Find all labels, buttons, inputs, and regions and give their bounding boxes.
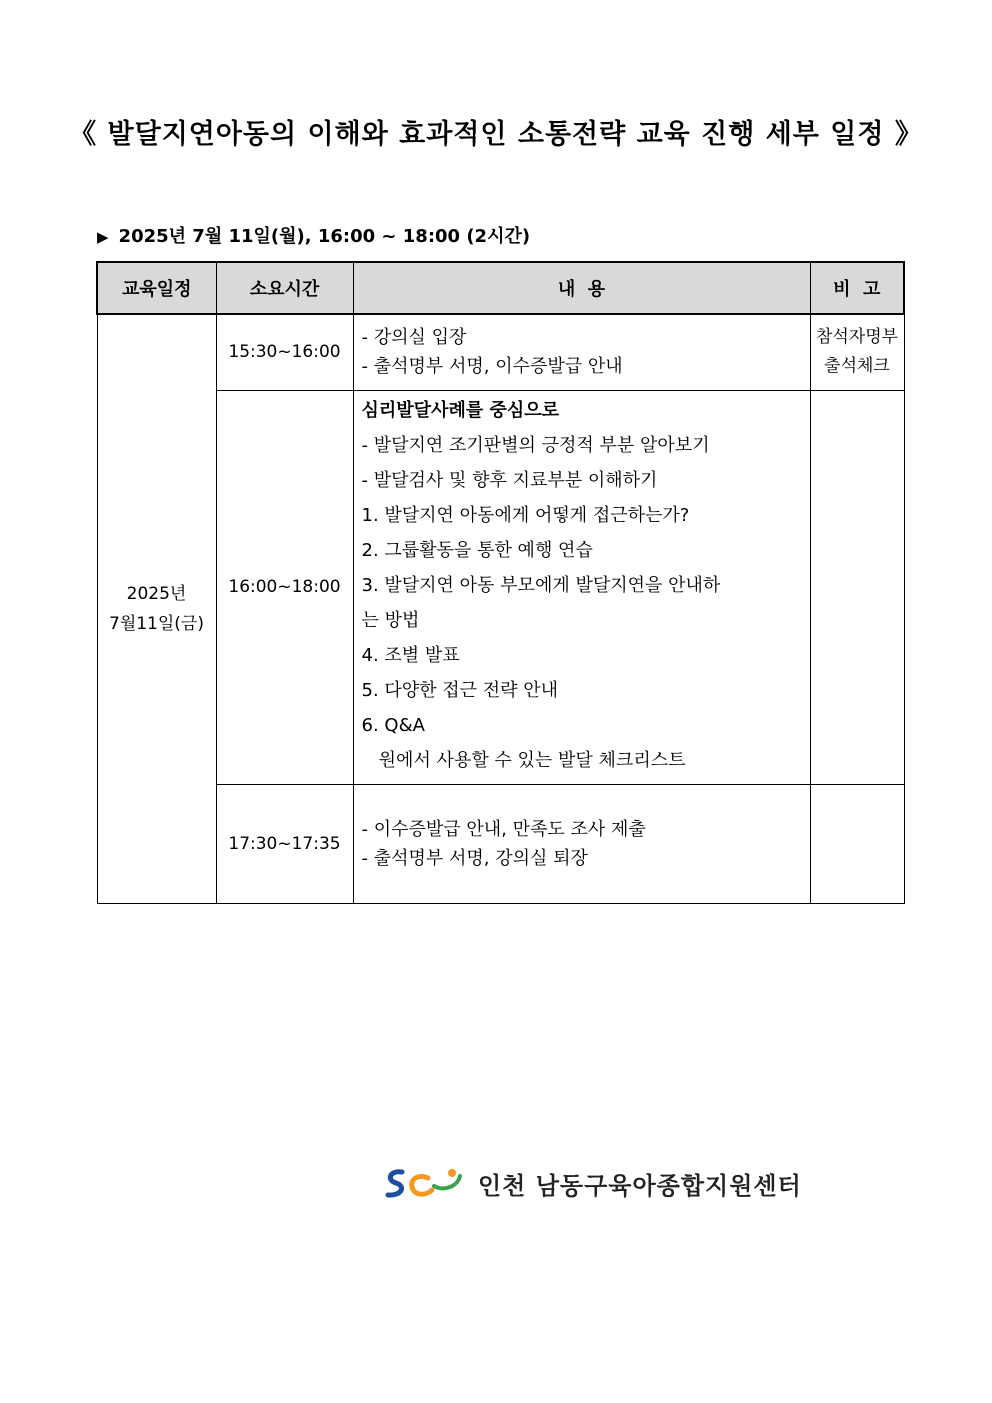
header-note: 비 고 bbox=[810, 262, 904, 314]
content-line: 5. 다양한 접근 전략 안내 bbox=[361, 679, 559, 701]
content-cell bbox=[353, 314, 810, 390]
content-line: 6. Q&A bbox=[361, 714, 425, 736]
schedule-table bbox=[96, 261, 905, 904]
triangle-marker-icon: ▶ bbox=[97, 228, 109, 246]
content-heading: 심리발달사례를 중심으로 bbox=[361, 399, 560, 421]
center-logo bbox=[384, 1166, 802, 1200]
content-line: - 발달검사 및 향후 지료부분 이해하기 bbox=[361, 469, 658, 491]
date-cell bbox=[97, 314, 216, 903]
content-line: - 강의실 입장 bbox=[361, 327, 467, 349]
sci-swirl-logo-icon bbox=[384, 1166, 464, 1200]
content-line: - 출석명부 서명, 강의실 퇴장 bbox=[361, 847, 588, 869]
content-cell bbox=[353, 390, 810, 784]
table-row bbox=[97, 784, 904, 903]
note-cell bbox=[810, 314, 904, 390]
content-line: 1. 발달지연 아동에게 어떻게 접근하는가? bbox=[361, 504, 690, 526]
content-line: - 발달지연 조기판별의 긍정적 부분 알아보기 bbox=[361, 434, 710, 456]
note-line: 참석자명부 bbox=[815, 327, 899, 348]
table-header-row bbox=[97, 262, 904, 314]
note-cell bbox=[810, 784, 904, 903]
content-line: 4. 조별 발표 bbox=[361, 644, 460, 666]
time-cell: 17:30~17:35 bbox=[216, 784, 353, 903]
content-line: - 이수증발급 안내, 만족도 조사 제출 bbox=[361, 818, 646, 840]
content-line: - 출석명부 서명, 이수증발급 안내 bbox=[361, 356, 623, 378]
header-date: 교육일정 bbox=[97, 262, 216, 314]
table-row bbox=[97, 314, 904, 390]
content-line: 원에서 사용할 수 있는 발달 체크리스트 bbox=[361, 749, 686, 771]
note-cell bbox=[810, 390, 904, 784]
date-day: 7월11일(금) bbox=[109, 613, 204, 634]
header-duration: 소요시간 bbox=[216, 262, 353, 314]
content-line: 는 방법 bbox=[361, 609, 420, 631]
time-cell: 15:30~16:00 bbox=[216, 314, 353, 390]
logo-text: 인천 남동구육아종합지원센터 bbox=[478, 1171, 802, 1200]
table-row bbox=[97, 390, 904, 784]
subheading-text: 2025년 7월 11일(월), 16:00 ~ 18:00 (2시간) bbox=[118, 226, 531, 247]
time-cell: 16:00~18:00 bbox=[216, 390, 353, 784]
content-cell bbox=[353, 784, 810, 903]
content-line: 2. 그룹활동을 통한 예행 연습 bbox=[361, 539, 593, 561]
document-title: 《 발달지연아동의 이해와 효과적인 소통전략 교육 진행 세부 일정 》 bbox=[69, 119, 923, 150]
content-line: 3. 발달지연 아동 부모에게 발달지연을 안내하 bbox=[361, 574, 721, 596]
date-year: 2025년 bbox=[126, 583, 187, 604]
schedule-subheading bbox=[97, 222, 530, 248]
note-line: 출석체크 bbox=[824, 356, 890, 377]
header-content: 내 용 bbox=[353, 262, 810, 314]
